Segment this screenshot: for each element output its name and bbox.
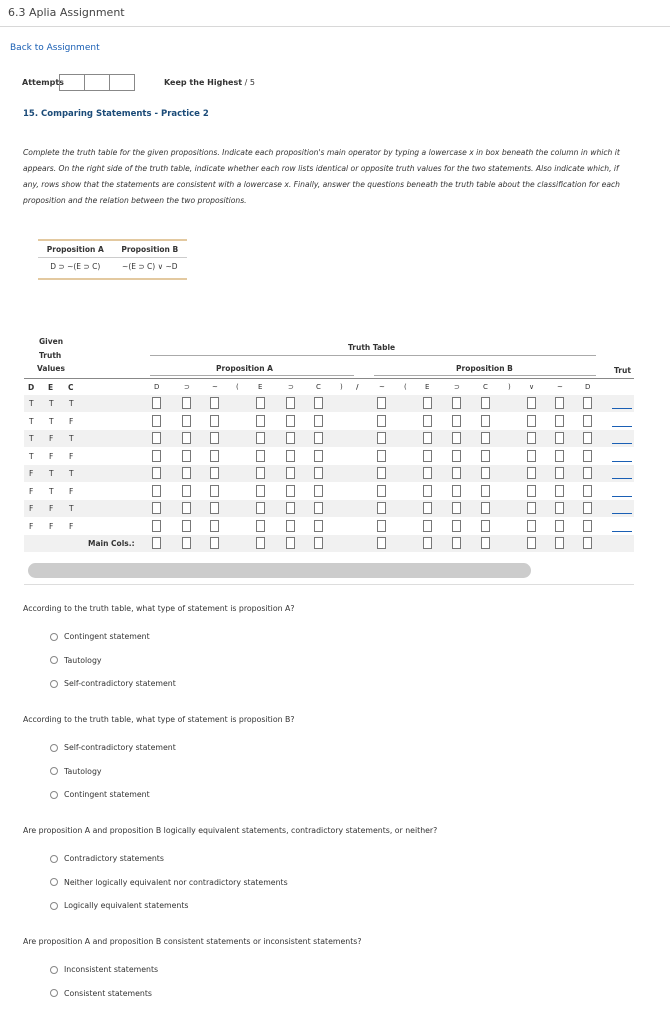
prop-b-input-box[interactable] <box>452 415 461 427</box>
prop-b-input-box[interactable] <box>423 450 432 462</box>
given-col-header: E <box>48 383 54 392</box>
truth-value: F <box>29 469 34 478</box>
row-relation-link[interactable] <box>612 531 632 532</box>
prop-a-input-box[interactable] <box>182 415 191 427</box>
prop-a-input-box[interactable] <box>286 415 295 427</box>
option-label: Tautology <box>64 766 102 776</box>
prop-b-input-box[interactable] <box>377 485 386 497</box>
prop-a-input-box[interactable] <box>314 502 323 514</box>
prop-b-input-box[interactable] <box>481 520 490 532</box>
radio-button[interactable] <box>50 767 58 775</box>
prop-b-input-box[interactable] <box>423 537 432 549</box>
row-relation-link[interactable] <box>612 408 632 409</box>
prop-a-input-box[interactable] <box>286 450 295 462</box>
radio-button[interactable] <box>50 656 58 664</box>
radio-button[interactable] <box>50 855 58 863</box>
truth-value: F <box>69 486 74 496</box>
question-title: 15. Comparing Statements - Practice 2 <box>23 109 209 119</box>
prop-a-input-box[interactable] <box>314 520 323 532</box>
prop-b-input-box[interactable] <box>423 485 432 497</box>
header-divider <box>24 378 634 379</box>
prop-b-label: Proposition B <box>456 364 513 373</box>
prop-a-col-header: ⊃ <box>288 383 294 391</box>
prop-a-col-header: E <box>258 383 263 391</box>
prop-b-input-box[interactable] <box>481 450 490 462</box>
answer-option[interactable] <box>50 632 150 641</box>
keep-label: Keep the Highest <box>164 78 243 87</box>
option-label: Logically equivalent statements <box>64 901 189 910</box>
prop-a-input-box[interactable] <box>286 520 295 532</box>
prop-a-input-box[interactable] <box>152 485 161 497</box>
radio-button[interactable] <box>50 680 58 688</box>
prop-a-input-box[interactable] <box>256 520 265 532</box>
prop-a-input-box[interactable] <box>152 520 161 532</box>
radio-button[interactable] <box>50 966 58 974</box>
prop-b-input-box[interactable] <box>481 485 490 497</box>
prop-a-input-box[interactable] <box>182 485 191 497</box>
prop-b-input-box[interactable] <box>583 485 592 497</box>
answer-option[interactable] <box>50 767 102 776</box>
prop-b-col-header: E <box>425 383 430 391</box>
prop-b-input-box[interactable] <box>423 520 432 532</box>
prop-a-input-box[interactable] <box>152 397 161 409</box>
answer-option[interactable] <box>50 790 150 799</box>
prop-a-input-box[interactable] <box>256 415 265 427</box>
prop-a-formula: D ⊃ ~(E ⊃ C) <box>50 262 101 271</box>
truth-value: T <box>29 399 34 408</box>
truth-value: T <box>69 399 74 408</box>
prop-b-input-box[interactable] <box>527 397 536 409</box>
prop-b-input-box[interactable] <box>583 415 592 427</box>
prop-a-input-box[interactable] <box>256 502 265 514</box>
question-text: According to the truth table, what type of statement is proposition A? <box>23 604 295 613</box>
prop-b-input-box[interactable] <box>481 397 490 409</box>
table-row <box>24 430 634 447</box>
prop-a-input-box[interactable] <box>256 397 265 409</box>
truth-value: T <box>69 469 74 478</box>
row-relation-link[interactable] <box>612 426 632 427</box>
prop-a-input-box[interactable] <box>286 502 295 514</box>
prop-a-input-box[interactable] <box>152 502 161 514</box>
prop-b-input-box[interactable] <box>377 432 386 444</box>
truth-value: F <box>69 521 74 531</box>
table-row <box>24 413 634 430</box>
prop-b-input-box[interactable] <box>423 415 432 427</box>
prop-a-input-box[interactable] <box>210 502 219 514</box>
prop-b-input-box[interactable] <box>583 537 592 549</box>
prop-b-input-box[interactable] <box>377 397 386 409</box>
radio-button[interactable] <box>50 989 58 997</box>
prop-a-input-box[interactable] <box>210 432 219 444</box>
prop-a-input-box[interactable] <box>286 467 295 479</box>
option-label: Contingent statement <box>64 632 150 641</box>
row-relation-link[interactable] <box>612 461 632 462</box>
propositions-table <box>38 239 187 280</box>
prop-b-input-box[interactable] <box>583 450 592 462</box>
prop-b-col-header: ~ <box>557 383 563 391</box>
title-underline <box>150 355 596 356</box>
prop-b-input-box[interactable] <box>377 467 386 479</box>
prop-b-input-box[interactable] <box>583 467 592 479</box>
prop-b-input-box[interactable] <box>423 397 432 409</box>
prop-a-col-header: C <box>316 383 321 391</box>
table-row <box>24 465 634 482</box>
prop-a-input-box[interactable] <box>256 432 265 444</box>
prop-a-input-box[interactable] <box>256 485 265 497</box>
attempt-box <box>84 74 110 91</box>
prop-b-col-header: ⊃ <box>454 383 460 391</box>
table-row <box>24 448 634 465</box>
given-col-header: D <box>28 383 35 392</box>
prop-b-input-box[interactable] <box>452 397 461 409</box>
prop-a-input-box[interactable] <box>152 450 161 462</box>
table-row <box>24 500 634 517</box>
prop-a-col-header: ~ <box>212 383 218 391</box>
prop-a-input-box[interactable] <box>182 502 191 514</box>
truth-value: F <box>49 521 54 531</box>
truth-value: T <box>29 451 34 461</box>
prop-a-input-box[interactable] <box>286 485 295 497</box>
prop-b-input-box[interactable] <box>452 537 461 549</box>
prop-b-input-box[interactable] <box>423 502 432 514</box>
option-label: Self-contradictory statement <box>64 743 176 752</box>
radio-button[interactable] <box>50 633 58 641</box>
attempts-indicator <box>59 74 134 91</box>
prop-b-input-box[interactable] <box>481 502 490 514</box>
prop-b-input-box[interactable] <box>452 502 461 514</box>
given-label-3: Values <box>37 364 65 373</box>
answer-option[interactable] <box>50 901 188 910</box>
assignment-title: 6.3 Aplia Assignment <box>8 6 125 19</box>
option-label: Contingent statement <box>64 790 150 799</box>
truth-value: T <box>49 486 54 496</box>
prop-b-input-box[interactable] <box>555 467 564 479</box>
prop-a-input-box[interactable] <box>210 537 219 549</box>
truth-value: T <box>29 434 34 443</box>
row-relation-link[interactable] <box>612 478 632 479</box>
prop-a-input-box[interactable] <box>152 432 161 444</box>
prop-b-col-header: ) <box>508 383 511 391</box>
separator-slash: / <box>356 383 359 391</box>
radio-button[interactable] <box>50 791 58 799</box>
prop-b-input-box[interactable] <box>452 467 461 479</box>
prop-a-input-box[interactable] <box>182 537 191 549</box>
table-row <box>24 483 634 500</box>
prop-a-input-box[interactable] <box>182 520 191 532</box>
row-relation-link[interactable] <box>612 443 632 444</box>
prop-b-formula: ~(E ⊃ C) ∨ ~D <box>122 262 178 271</box>
keep-value: / 5 <box>244 78 255 87</box>
prop-b-input-box[interactable] <box>423 467 432 479</box>
table-row <box>24 395 634 412</box>
prop-b-input-box[interactable] <box>555 485 564 497</box>
prop-b-input-box[interactable] <box>481 432 490 444</box>
prop-a-input-box[interactable] <box>152 467 161 479</box>
prop-b-input-box[interactable] <box>583 432 592 444</box>
prop-a-input-box[interactable] <box>256 537 265 549</box>
prop-a-input-box[interactable] <box>210 485 219 497</box>
prop-b-input-box[interactable] <box>583 520 592 532</box>
attempt-box <box>59 74 85 91</box>
prop-b-input-box[interactable] <box>527 432 536 444</box>
prop-a-input-box[interactable] <box>256 450 265 462</box>
prop-b-input-box[interactable] <box>481 537 490 549</box>
prop-b-col-header: ∨ <box>529 383 535 391</box>
trut-label: Trut <box>614 366 631 375</box>
table-row <box>24 518 634 535</box>
answer-option[interactable] <box>50 743 176 752</box>
prop-b-input-box[interactable] <box>377 537 386 549</box>
option-label: Tautology <box>64 655 102 665</box>
prop-a-input-box[interactable] <box>314 485 323 497</box>
prop-b-input-box[interactable] <box>555 432 564 444</box>
prop-b-input-box[interactable] <box>555 450 564 462</box>
prop-a-input-box[interactable] <box>314 432 323 444</box>
answer-option[interactable] <box>50 965 158 974</box>
radio-button[interactable] <box>50 878 58 886</box>
truth-value: F <box>49 451 54 461</box>
prop-a-input-box[interactable] <box>286 432 295 444</box>
prop-b-input-box[interactable] <box>452 432 461 444</box>
prop-b-input-box[interactable] <box>527 485 536 497</box>
prop-b-input-box[interactable] <box>527 502 536 514</box>
row-relation-link[interactable] <box>612 496 632 497</box>
prop-a-input-box[interactable] <box>314 467 323 479</box>
prop-a-input-box[interactable] <box>314 415 323 427</box>
truth-value: F <box>49 434 54 443</box>
prop-b-input-box[interactable] <box>481 467 490 479</box>
given-label-2: Truth <box>39 351 62 360</box>
prop-b-input-box[interactable] <box>481 415 490 427</box>
question-instructions: Complete the truth table for the given propositions. Indicate each proposition's main operator by typing a lowercase x in box beneath the column in which it appears. On the right side of the truth table, indicate whether each row lists identical or opposite truth values for the two statements. Also indicate which, if any, rows show that the statements are consistent with a lowercase x. Finally, answer the questions beneath the truth table about the classification for each proposition and the relation between the two propositions. <box>23 148 620 205</box>
prop-a-col-header: ( <box>236 383 239 391</box>
prop-b-underline <box>374 375 596 376</box>
prop-b-input-box[interactable] <box>377 450 386 462</box>
prop-b-input-box[interactable] <box>555 502 564 514</box>
prop-a-header: Proposition A <box>38 241 113 258</box>
prop-a-input-box[interactable] <box>314 537 323 549</box>
prop-b-input-box[interactable] <box>423 432 432 444</box>
prop-b-input-box[interactable] <box>555 520 564 532</box>
prop-a-input-box[interactable] <box>152 415 161 427</box>
prop-a-input-box[interactable] <box>210 520 219 532</box>
prop-b-input-box[interactable] <box>583 502 592 514</box>
truth-value: T <box>69 504 74 513</box>
prop-a-input-box[interactable] <box>182 432 191 444</box>
prop-a-input-box[interactable] <box>314 450 323 462</box>
answer-option[interactable] <box>50 878 288 887</box>
prop-b-input-box[interactable] <box>452 485 461 497</box>
prop-a-input-box[interactable] <box>286 397 295 409</box>
back-to-assignment-link[interactable]: Back to Assignment <box>10 43 100 53</box>
prop-a-underline <box>150 375 354 376</box>
prop-a-input-box[interactable] <box>210 467 219 479</box>
attempts-label: Attempts <box>22 78 64 87</box>
truth-value: T <box>49 399 54 408</box>
answer-option[interactable] <box>50 679 176 688</box>
prop-b-col-header: ~ <box>379 383 385 391</box>
truth-value: F <box>69 416 74 426</box>
truth-value: T <box>49 416 54 426</box>
truth-value: F <box>49 504 54 513</box>
prop-a-input-box[interactable] <box>314 397 323 409</box>
option-label: Consistent statements <box>64 988 152 998</box>
prop-b-input-box[interactable] <box>527 520 536 532</box>
answer-option[interactable] <box>50 656 102 665</box>
prop-a-input-box[interactable] <box>256 467 265 479</box>
prop-a-input-box[interactable] <box>286 537 295 549</box>
prop-a-input-box[interactable] <box>182 467 191 479</box>
prop-a-col-header: ) <box>340 383 343 391</box>
prop-b-input-box[interactable] <box>555 415 564 427</box>
option-label: Contradictory statements <box>64 854 164 863</box>
horizontal-scrollbar[interactable] <box>28 563 531 578</box>
prop-b-input-box[interactable] <box>452 520 461 532</box>
keep-highest <box>164 78 255 87</box>
answer-option[interactable] <box>50 989 152 998</box>
main-cols-label: Main Cols.: <box>88 539 135 548</box>
prop-a-col-header: ⊃ <box>184 383 190 391</box>
prop-b-col-header: D <box>585 383 591 391</box>
prop-a-input-box[interactable] <box>182 397 191 409</box>
prop-a-label: Proposition A <box>216 364 273 373</box>
truth-value: F <box>69 451 74 461</box>
prop-a-input-box[interactable] <box>152 537 161 549</box>
prop-b-input-box[interactable] <box>527 467 536 479</box>
answer-option[interactable] <box>50 854 164 863</box>
prop-b-col-header: ( <box>404 383 407 391</box>
prop-b-input-box[interactable] <box>377 502 386 514</box>
prop-b-input-box[interactable] <box>527 450 536 462</box>
row-relation-link[interactable] <box>612 513 632 514</box>
prop-b-input-box[interactable] <box>583 397 592 409</box>
prop-b-input-box[interactable] <box>527 537 536 549</box>
page-header <box>0 0 670 27</box>
question-text: Are proposition A and proposition B consistent statements or inconsistent statements? <box>23 937 362 946</box>
given-label-1: Given <box>39 337 64 346</box>
option-label: Neither logically equivalent nor contradictory statements <box>64 877 288 887</box>
truth-table <box>24 330 634 585</box>
prop-b-input-box[interactable] <box>452 450 461 462</box>
option-label: Self-contradictory statement <box>64 679 176 688</box>
prop-b-input-box[interactable] <box>555 537 564 549</box>
prop-a-input-box[interactable] <box>210 397 219 409</box>
prop-a-input-box[interactable] <box>182 450 191 462</box>
prop-a-col-header: D <box>154 383 160 391</box>
truth-value: T <box>29 416 34 426</box>
truth-value: T <box>49 469 54 478</box>
prop-b-input-box[interactable] <box>377 415 386 427</box>
given-col-header: C <box>68 383 74 392</box>
option-label: Inconsistent statements <box>64 965 159 974</box>
prop-b-input-box[interactable] <box>527 415 536 427</box>
truth-value: F <box>29 521 34 531</box>
prop-b-input-box[interactable] <box>377 520 386 532</box>
attempt-box <box>109 74 135 91</box>
prop-b-header: Proposition B <box>113 241 187 258</box>
prop-b-col-header: C <box>483 383 488 391</box>
radio-button[interactable] <box>50 902 58 910</box>
radio-button[interactable] <box>50 744 58 752</box>
truth-value: F <box>29 504 34 513</box>
truth-value: T <box>69 434 74 443</box>
question-text: According to the truth table, what type of statement is proposition B? <box>23 715 295 724</box>
truth-value: F <box>29 486 34 496</box>
truth-table-title: Truth Table <box>348 343 396 352</box>
prop-a-input-box[interactable] <box>210 450 219 462</box>
prop-a-input-box[interactable] <box>210 415 219 427</box>
prop-b-input-box[interactable] <box>555 397 564 409</box>
question-text: Are proposition A and proposition B logically equivalent statements, contradictory statements, or neither? <box>23 826 438 835</box>
